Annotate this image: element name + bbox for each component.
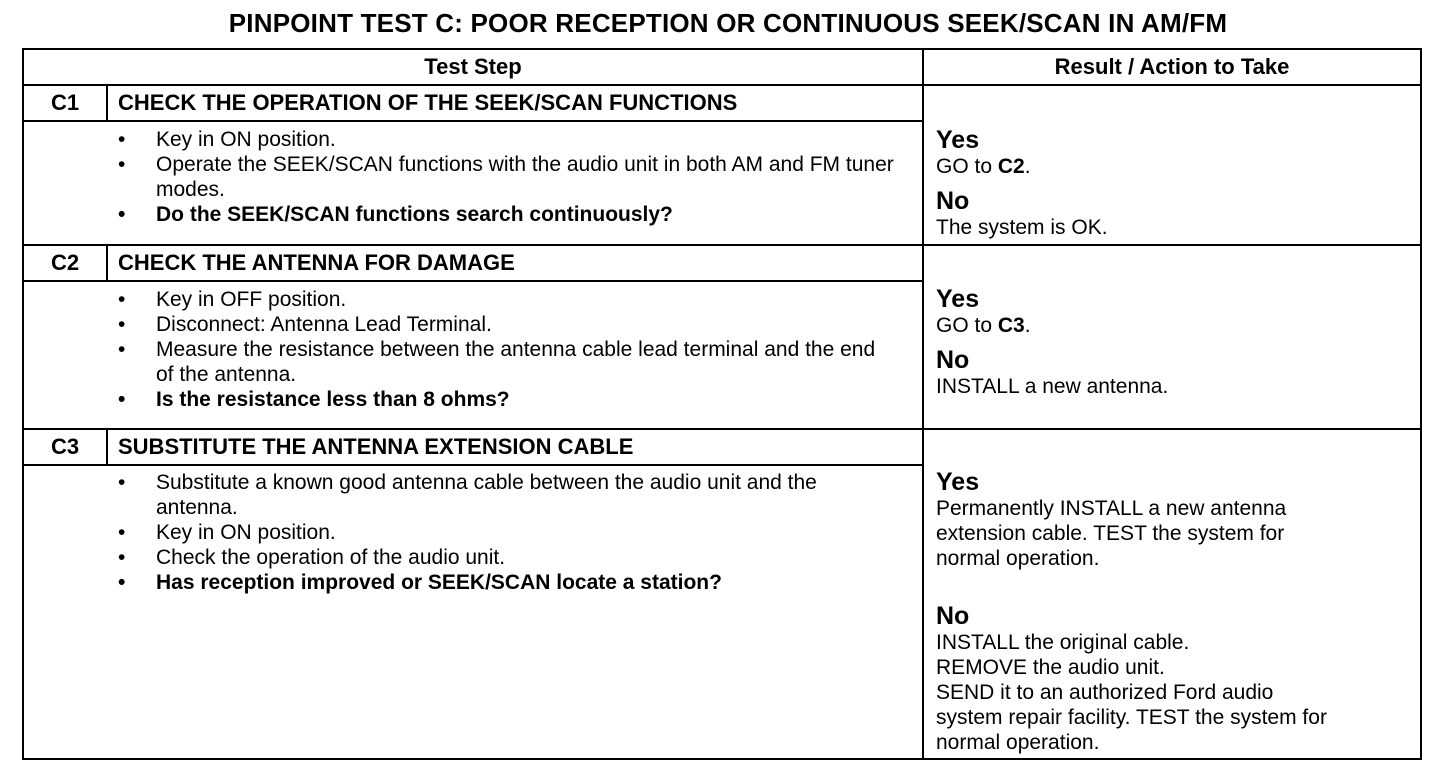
no-action-line: INSTALL the original cable. bbox=[936, 631, 1190, 654]
yes-action: GO to C2. bbox=[936, 155, 1031, 178]
pinpoint-table bbox=[22, 48, 1422, 760]
yes-label: Yes bbox=[936, 285, 980, 313]
step-result bbox=[936, 126, 1416, 240]
no-action-line: REMOVE the audio unit. bbox=[936, 656, 1165, 679]
step-title: CHECK THE ANTENNA FOR DAMAGE bbox=[118, 250, 515, 275]
title-divider bbox=[24, 464, 922, 466]
column-divider bbox=[922, 50, 924, 758]
list-item: • Operate the SEEK/SCAN functions with the audio unit in both AM and FM tuner modes. bbox=[118, 153, 894, 201]
list-item: • Do the SEEK/SCAN functions search continuously? bbox=[118, 203, 673, 226]
no-action: The system is OK. bbox=[936, 216, 1108, 239]
page-title: PINPOINT TEST C: POOR RECEPTION OR CONTINUOUS SEEK/SCAN IN AM/FM bbox=[228, 8, 1228, 38]
yes-label: Yes bbox=[936, 126, 980, 154]
list-item: • Disconnect: Antenna Lead Terminal. bbox=[118, 313, 492, 336]
step-result bbox=[936, 285, 1416, 399]
list-item: • Measure the resistance between the antenna cable lead terminal and the end of the antenna. bbox=[118, 338, 876, 386]
list-item: • Has reception improved or SEEK/SCAN locate a station? bbox=[118, 571, 722, 594]
no-action-line: system repair facility. TEST the system for bbox=[936, 706, 1327, 729]
step-title: CHECK THE OPERATION OF THE SEEK/SCAN FUNCTIONS bbox=[118, 90, 738, 115]
step-result bbox=[936, 468, 1418, 755]
title-divider bbox=[24, 280, 922, 282]
list-item: • Substitute a known good antenna cable between the audio unit and the antenna. bbox=[118, 471, 817, 519]
step-title: SUBSTITUTE THE ANTENNA EXTENSION CABLE bbox=[118, 434, 634, 459]
no-label: No bbox=[936, 187, 970, 215]
list-item: • Key in OFF position. bbox=[118, 288, 347, 311]
step-bullets bbox=[118, 127, 898, 227]
step-id: C3 bbox=[50, 434, 80, 459]
header-test-step: Test Step bbox=[424, 54, 522, 79]
id-divider bbox=[106, 86, 108, 120]
no-label: No bbox=[936, 602, 970, 630]
list-item: • Is the resistance less than 8 ohms? bbox=[118, 388, 510, 411]
no-action: INSTALL a new antenna. bbox=[936, 375, 1169, 398]
yes-action-line: normal operation. bbox=[936, 547, 1100, 570]
header-result-action: Result / Action to Take bbox=[1054, 54, 1290, 79]
title-divider bbox=[24, 120, 922, 122]
yes-action: GO to C3. bbox=[936, 314, 1031, 337]
list-item: • Key in ON position. bbox=[118, 521, 336, 544]
id-divider bbox=[106, 430, 108, 464]
no-action-line: SEND it to an authorized Ford audio bbox=[936, 681, 1274, 704]
id-divider bbox=[106, 246, 108, 280]
list-item: • Key in ON position. bbox=[118, 128, 336, 151]
step-id: C1 bbox=[50, 90, 80, 115]
step-bullets bbox=[118, 287, 898, 412]
step-id: C2 bbox=[50, 250, 80, 275]
no-action-line: normal operation. bbox=[936, 731, 1100, 754]
yes-action-line: Permanently INSTALL a new antenna bbox=[936, 497, 1287, 520]
yes-action-line: extension cable. TEST the system for bbox=[936, 522, 1285, 545]
step-bullets bbox=[118, 470, 898, 595]
yes-label: Yes bbox=[936, 468, 980, 496]
no-label: No bbox=[936, 346, 970, 374]
list-item: • Check the operation of the audio unit. bbox=[118, 546, 506, 569]
